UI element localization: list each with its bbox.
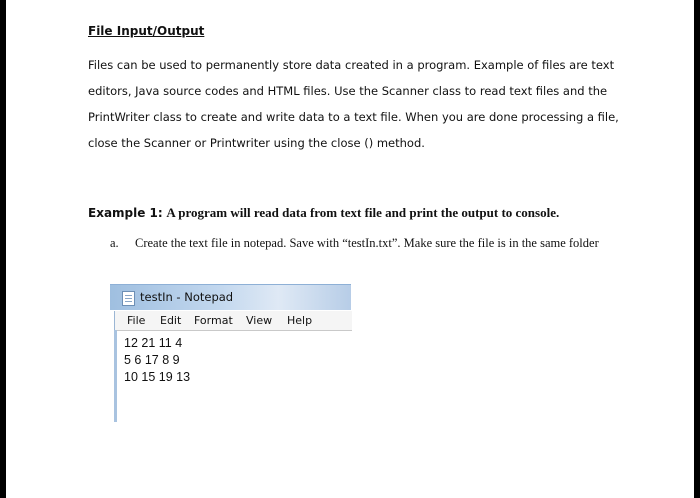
notepad-frame	[114, 330, 117, 422]
notepad-title: testIn - Notepad	[140, 290, 234, 304]
example-title	[88, 205, 648, 221]
notepad-titlebar	[110, 284, 351, 310]
text-line: 10 15 19 13	[124, 370, 191, 384]
menu-help[interactable]: Help	[287, 314, 313, 327]
notepad-icon	[122, 291, 135, 306]
menu-format[interactable]: Format	[194, 314, 233, 327]
menu-file[interactable]: File	[127, 314, 146, 327]
step-letter: a.	[110, 236, 119, 250]
section-heading: File Input/Output	[88, 24, 205, 38]
example-number: Example 1:	[88, 206, 163, 220]
text-line: 5 6 17 8 9	[124, 353, 180, 367]
step-text: Create the text file in notepad. Save with “testIn.txt”. Make sure the file is in the same folder	[135, 236, 599, 250]
intro-paragraph: Files can be used to permanently store data created in a program. Example of files are text editors, Java source codes and HTML files. Use the Scanner class to read text files and the PrintWriter class to create and write data to a text file. When you are done processing a file, close the Scanner or Printwriter using the close () method.	[88, 58, 619, 150]
example-description: A program will read data from text file and print the output to console.	[166, 205, 560, 220]
notepad-menubar	[114, 311, 352, 331]
document-page	[6, 0, 694, 498]
text-line: 12 21 11 4	[124, 336, 183, 350]
notepad-screenshot	[110, 284, 351, 424]
notepad-text-area[interactable]	[124, 335, 190, 386]
menu-view[interactable]: View	[246, 314, 273, 327]
menu-edit[interactable]: Edit	[160, 314, 182, 327]
